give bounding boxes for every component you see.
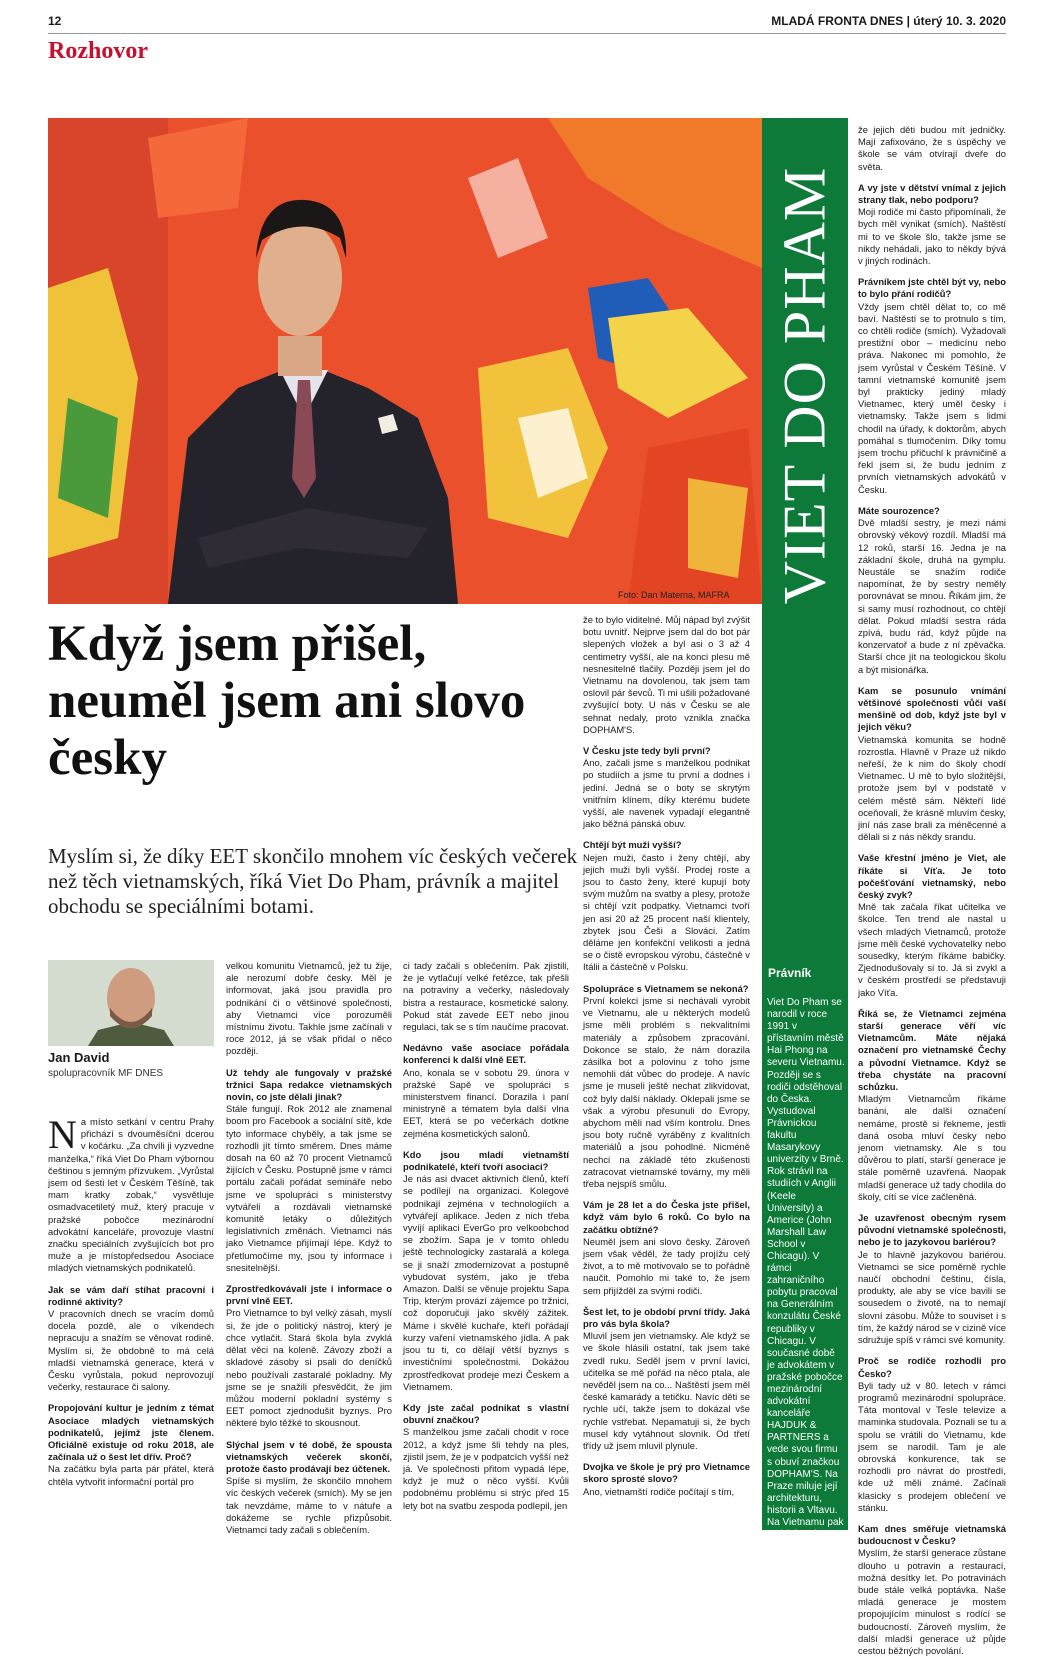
interview-answer: Spíše si myslím, že skončilo mnohem víc českých večerek (smích). My se jen tak nevzdáme, máme to v nátuře a dokážeme se rychle přizpůsobit. Vietnamci tady začali s oblečením. <box>226 1475 392 1535</box>
interview-answer: velkou komunitu Vietnamců, jež tu žije, ale nerozumí dobře česky. Měl je informovat, jaká jsou pravidla pro podnikání či o většinové společnosti, aby Vietnamci více porozuměli místnímu životu. Takhle jsme začínali v roce 2012, já se však přidal o něco později. <box>226 960 392 1057</box>
article-column-2 <box>226 960 392 1535</box>
interview-question: Právníkem jste chtěl být vy, nebo to bylo přání rodičů? <box>858 276 1006 300</box>
author-role: spolupracovník MF DNES <box>48 1068 164 1079</box>
main-photo <box>48 118 762 604</box>
author-photo <box>48 960 214 1046</box>
portrait-illustration <box>48 118 762 604</box>
interview-answer: Je to hlavně jazykovou bariérou. Vietnamci se sice poměrně rychle naučí obchodní češtinu, čísla, produkty, ale aby se více bavili se sousedem o životě, na to nemají slovní zásobu. Může to souviset i s tím, že každý národ se v cizině více sdružuje spíš v rámci své komunity. <box>858 1248 1006 1346</box>
page-header <box>48 14 1006 34</box>
sidebar-title: Právník <box>768 966 812 980</box>
interview-question: Kam dnes směřuje vietnamská budoucnost v Česku? <box>858 1522 1006 1547</box>
interview-question: Nedávno vaše asociace pořádala konferenci k další vlně EET. <box>403 1042 569 1066</box>
interview-answer: Moji rodiče mi často připomínali, že bych měl vynikat (smích). Naštěstí mi to ve škole šlo, takže jsme se nikdy nehádali, jako to někdy bývá v jiných rodinách. <box>858 206 1006 267</box>
interview-answer: Pro Vietnamce to byl velký zásah, myslí si, že jde o politický nástroj, který je chce vytlačit. Stará škola byla zvyklá dělat věci na koleně. Závozy zboží a skladové zásoby si psali do deníčků nebo používali zastaralé pokladny. My jsme se je snažili přesvědčit, že jim můžou moderní pokladní systémy s EET pomoct zjednodušit byznys. Pro některé bylo těžké to skousnout. <box>226 1307 392 1429</box>
drop-cap: N <box>48 1112 77 1157</box>
sidebar-bio: Viet Do Pham se narodil v roce 1991 v přístavním městě Hai Phong na severu Vietnamu. Později se s rodiči odstěhoval do Česka. Vystudoval Právnickou fakultu Masarykovy univerzity v Brně. Rok strávil na studiích v Anglii (Keele University) a Americe (John Marshall Law School v Chicagu). V rámci zahraničního pobytu pracoval na Generálním konzulátu České republiky v Chicagu. V současné době je advokátem v pražské pobočce mezinárodní advokátní kanceláře HAJDUK & PARTNERS a vede svou firmu s obuví značkou DOPHAM'S. Na Praze miluje její architekturu, historii a Vltavu. Na Vietnamu pak typický ruch, vynikající kuchyni a krásnou přírodu. <box>767 997 845 1577</box>
sidebar-name-vertical <box>762 130 848 640</box>
interview-answer: Na místo setkání v centru Prahy přichází s dvouměsíční dcerou v kočárku. „Za chvíli ji vyzvedne manželka,“ říká Viet Do Pham výbornou češtinou s jemným přízvukem. „Vyrůstal jsem od šesti let v Českém Těšíně, tak mam kratky zobak,“ vysvětluje osmadvacetiletý muž, který pracuje v pražské pobočce mezinárodní advokátní kanceláře, provozuje vlastní značku speciálních zvyšujících bot pro muže a je místopředsedou Asociace mladých vietnamských podnikatelů. <box>48 1112 214 1274</box>
interview-answer: Stále fungují. Rok 2012 ale znamenal boom pro Facebook a sociální sítě, kde tyto informace chyběly, a tak jsme se rozhodli jít tímto směrem. Dnes máme dosah na 60 až 70 procent Vietnamců žijících v Česku. Postupně jsme v rámci portálu začali pořádat semináře nebo jsme ve spolupráci s ministerstvy vytvářeli a rozdávali vietnamské komunitě letáky o důležitých legislativních změnách. Vietnamci nás jako Vietnamce přijímají lépe. Když to přetlumočíme my, jsou ty informace i snesitelnější. <box>226 1103 392 1273</box>
interview-answer: Ano, začali jsme s manželkou podnikat po studiích a jsme tu první a dodnes i jediní. Jedná se o boty se skrytým vnitřním klínem, díky kterému budete vyšší, ale navenek vypadají elegantně jako běžná pánská obuv. <box>583 757 750 830</box>
interview-question: Chtějí být muži vyšší? <box>583 839 682 851</box>
article-column-3 <box>403 960 569 1511</box>
sidebar-name: VIET DO PHAM <box>771 166 838 604</box>
interview-answer: První kolekci jsme si nechávali vyrobit ve Vietnamu, ale u některých modelů jsme měli problém s nekvalitními materiály a způsobem zpracování. Dokonce se stalo, že nám dorazila zásilka bot a polovinu z toho jsme nemohli dát vůbec do prodeje. A navíc jsme je museli ještě nechat zlikvidovat, což byly další náklady. Oklepali jsme se však a výrobu přesunuli do Evropy, abychom měli nad vším kontrolu. Dnes jsou boty ručně vyráběny z kvalitních materiálů a jsou pohodlné. Nicméně nechci na základě této zkušenosti zatracovat vietnamské továrny, my měli třeba nejspíš smůlu. <box>583 994 750 1189</box>
interview-answer: Na začátku byla parta pár přátel, která chtěla vytvořit informační portál pro <box>48 1463 214 1487</box>
interview-answer: V pracovních dnech se vracím domů docela pozdě, ale o víkendech nepracuju a snažím se věnovat rodině. Myslím si, že obdobně to má celá mladší vietnamská generace, která v Česku vyrůstala, pokud neprovozují večerky, restaurace či salony. <box>48 1308 214 1393</box>
interview-question: Vaše křestní jméno je Viet, ale říkáte si Víťa. Je toto počešťování vietnamský, nebo český zvyk? <box>858 852 1006 900</box>
interview-answer: že to bylo viditelné. Můj nápad byl zvýšit botu uvnitř. Nejprve jsem dal do bot pár slepených vložek a byl asi o 3 až 4 centimetry vyšší, ale na konci plesu mě nesnesitelně tlačily. Později jsem jel do Vietnamu na dovolenou, tak jsem tam oslovil pár ševců. Ti mi ušili požadované zvyšující boty. U nás v Česku se ale sehnat nedaly, proto vznikla značka DOPHAM'S. <box>583 614 750 735</box>
interview-question: Vám je 28 let a do Česka jste přišel, když vám bylo 6 roků. Co bylo na začátku obtížné? <box>583 1199 750 1235</box>
article-column-5 <box>858 124 1006 1656</box>
interview-answer: Byli tady už v 80. letech v rámci programů mezinárodní spolupráce. Táta montoval v Tesle televize a maminka studovala. Poznali se tu a spolu se vrátili do Vietnamu, kde jsem se narodil. Tam je ale obrovská konkurence, tak se rozhodli pro návrat do prostředí, kde už měli známé. Začínali klasicky s prodejem oblečení ve stánku. <box>858 1379 1006 1513</box>
interview-question: Propojování kultur je jedním z témat Asociace mladých vietnamských podnikatelů, jejímž jste členem. Oficiálně existuje od roku 2018, ale začínala už o šest let dřív. Proč? <box>48 1402 214 1463</box>
article-column-1 <box>48 1112 214 1508</box>
interview-answer: Mladým Vietnamcům říkáme banáni, ale další označení nemáme, prostě si řekneme, jestli daná osoba mluví česky nebo jenom vietnamsky. Ale s tou důvěrou to platí, starší generace je stále poměrně uzavřená. Naopak mladší generace už tady chodila do školy, cítí se více začleněná. <box>858 1093 1006 1202</box>
interview-answer: Je nás asi dvacet aktivních členů, kteří se podílejí na organizaci. Kolegové podnikají zejména v technologiích a vytvářejí aplikace. Jeden z nich třeba vyvíjí aplikaci EverGo pro velkoobchod se zbožím. Sapa je v tomto ohledu ještě technologicky zastaralá a kolega se ji snaží zmodernizovat a postupně vybudovat systém, jako je třeba Amazon. Další se věnuje projektu Sapa Trip, kterým provází zájemce po tržnici, což doporučuji jako skvělý zážitek. Máme i skvělé kuchaře, kteří pořádají kurzy vaření vietnamského jídla. A pak jsou tu ti, co dělají větší byznys s investičními společnostmi. Dokážou zprostředkovat prodeje mezi Českem a Vietnamem. <box>403 1173 569 1392</box>
interview-question: Zprostředkovávali jste i informace o první vlně EET. <box>226 1283 392 1307</box>
interview-answer: Ano, vietnamští rodiče počítají s tím, <box>583 1485 735 1497</box>
page-number: 12 <box>48 14 62 28</box>
interview-answer: S manželkou jsme začali chodit v roce 2012, a když jsme šli tehdy na ples, zjistil jsem, že je v podpatcích vyšší než já. Ve společnosti přitom vypadá lépe, když je muž o něco vyšší. Kvůli podobnému problému si strýc před 15 lety bot na svatbu zespoda podlepil, jen <box>403 1426 569 1511</box>
photo-credit: Foto: Dan Materna, MAFRA <box>618 590 730 600</box>
interview-question: Šest let, to je období první třídy. Jaká pro vás byla škola? <box>583 1305 750 1329</box>
section-title: Rozhovor <box>48 38 148 64</box>
interview-question: Je uzavřenost obecným rysem původní vietnamské společnosti, nebo je to jazykovou bariérou? <box>858 1212 1006 1248</box>
interview-question: Spolupráce s Vietnamem se nekoná? <box>583 982 749 994</box>
interview-question: Proč se rodiče rozhodli pro Česko? <box>858 1355 1006 1379</box>
header-rule <box>48 33 1006 34</box>
interview-question: A vy jste v dětství vnímal z jejich strany tlak, nebo podporu? <box>858 181 1006 206</box>
interview-question: Slýchal jsem v té době, že spousta vietnamských večerek skončí, protože často prodávají bez účtenek. <box>226 1438 392 1474</box>
interview-answer: Vietnamská komunita se hodně rozrostla. Hlavně v Praze už nikdo neřeší, že k nim do školy chodí Vietnamec. U mě to bylo složitější, protože jsem byl v podstatě v celém městě sám. Někteří lidé oceňovali, že krásně mluvím česky, jiní nás zase brali za méněcenné a dělali si z nás někdy srandu. <box>858 733 1006 843</box>
interview-answer: Dvě mladší sestry, je mezi námi obrovský věkový rozdíl. Mladší má 12 roků, starší 16. Jedna je na základní škole, druhá na gymplu. Neustále se snažím rodiče napomínat, že by sestry neměly porovnávat se mnou. Říkám jim, že si samy musí rozhodnout, co chtějí dělat. Pokud mladší sestra ráda zpívá, budu rád, když půjde na konzervatoř a bude z ní zpěvačka. Starší chce jít na teologickou školu a být misionářka. <box>858 517 1006 675</box>
lede: Myslím si, že díky EET skončilo mnohem víc českých večerek než těch vietnamských, říká Viet Do Pham, právník a majitel obchodu se speciálními botami. <box>48 844 578 918</box>
headline: Když jsem přišel, neuměl jsem ani slovo česky <box>48 616 526 786</box>
interview-answer: ci tady začali s oblečením. Pak zjistili, že je vytlačují velké řetězce, tak přešli na potraviny a večerky, následovaly bistra a restaurace, kosmetické salony. Pokud stát zavede EET nebo jinou regulaci, tak se s tím naučíme pracovat. <box>403 960 569 1033</box>
interview-question: Dvojka ve škole je prý pro Vietnamce skoro sprosté slovo? <box>583 1461 750 1485</box>
interview-answer: Nejen muži, často i ženy chtějí, aby jejich muži byli vyšší. Prodej roste a jsou to často ženy, které kupují boty svým mužům na svatby a plesy, protože si chtějí vzít podpatky. Vietnamci tvoří jen asi 20 až 25 procent naší klientely, zbytek jsou Češi a Slováci. Zatím děláme jen konfekční velikosti a jedná se o čistě evropskou výrobu, částečně v Itálii a částečně v Polsku. <box>583 851 750 973</box>
interview-answer: Vždy jsem chtěl dělat to, co mě baví. Naštěstí se to protnulo s tím, co chtěli rodiče (smích). Vyžadovali prestižní obor – medicínu nebo práva. Nakonec mi pomohlo, že jsem vyrůstal v Českém Těšíně. V tamní vietnamské komunitě jsem byl prakticky jediný mladý Vietnamec, který uměl česky i vietnamsky. Takže jsem s lidmi chodil na úřady, k doktorům, abych pomáhal s tlumočením. Díky tomu jsem trochu přičuchl k právničině a řekl jsem si, že budu jedním z prvních vietnamských advokátů v Česku. <box>858 300 1006 495</box>
masthead: MLADÁ FRONTA DNES | úterý 10. 3. 2020 <box>771 14 1006 28</box>
interview-question: Kdy jste začal podnikat s vlastní obuvní značkou? <box>403 1401 569 1426</box>
interview-question: V Česku jste tedy byli první? <box>583 745 711 757</box>
interview-answer: Mluvil jsem jen vietnamsky. Ale když se ve škole hlásili ostatní, tak jsem také zvedl ruku. Seděl jsem v první lavici, učitelka se mě pořád na něco ptala, ale nevěděl jsem na co... Naštěstí jsem měl české kamarády a tetičku. Navíc děti se rychle učí, takže jsem to dokázal vše rychle vstřebat. Nepamatuji si, že bych musel kdy vytáhnout slovník. Od třetí třídy už jsem mluvil plynule. <box>583 1330 750 1451</box>
author-name: Jan David <box>48 1050 110 1065</box>
interview-question: Jak se vám daří stíhat pracovní i rodinné aktivity? <box>48 1283 214 1307</box>
interview-answer: že jejich děti budou mít jedničky. Mají zafixováno, že s úspěchy ve škole se vám otvírají dveře do světa. <box>858 124 1006 172</box>
interview-question: Říká se, že Vietnamci zejména starší generace věří víc Vietnamcům. Máte nějaká označení pro vietnamské Čechy a původní Vietnamce. Když se třeba chystáte na pracovní schůzku. <box>858 1007 1006 1093</box>
interview-question: Kdo jsou mladí vietnamští podnikatelé, kteří tvoří asociaci? <box>403 1148 569 1173</box>
article-column-4 <box>583 614 750 1508</box>
interview-question: Už tehdy ale fungovaly v pražské tržnici Sapa redakce vietnamských novin, co jste dělali jinak? <box>226 1066 392 1103</box>
author-portrait <box>48 960 214 1046</box>
interview-answer: Myslím, že starší generace zůstane dlouho u potravin a restaurací, možná desítky let. Po potravinách bude stále velká poptávka. Naše mladá generace je mostem propojujícím minulost s rodící se budoucností. Zároveň myslím, že další mladší generace už půjde cestou běžných povolání. <box>858 1547 1006 1656</box>
interview-answer: Neuměl jsem ani slovo česky. Zároveň jsem však věděl, že tady projížu celý život, a to mě motivovalo se to pořádně naučit. Pomohlo mi také to, že jsem sem přijížděl za svými rodiči. <box>583 1235 750 1296</box>
interview-answer: Mně tak začala říkat učitelka ve školce. Ten trend ale nastal u všech mladých Vietnamců, protože jsme měli české vychovatelky nebo sousedky, kterým říkáme babičky. Zjednodušovaly si to. Já si zvykl a v českém prostředí se představuji jako Víťa. <box>858 901 1006 998</box>
interview-question: Máte sourozence? <box>858 504 940 516</box>
interview-question: Kam se posunulo vnímání většinové společnosti vůči vaší menšině od dob, když jste byl v jejich věku? <box>858 684 1006 733</box>
interview-answer: Ano, konala se v sobotu 29. února v pražské Sapě ve spolupráci s ministerstvem financí. Dorazila i paní ministryně a tématem byla další vlna EET, která se po večerkách dotkne zejména kosmetických salonů. <box>403 1066 569 1139</box>
